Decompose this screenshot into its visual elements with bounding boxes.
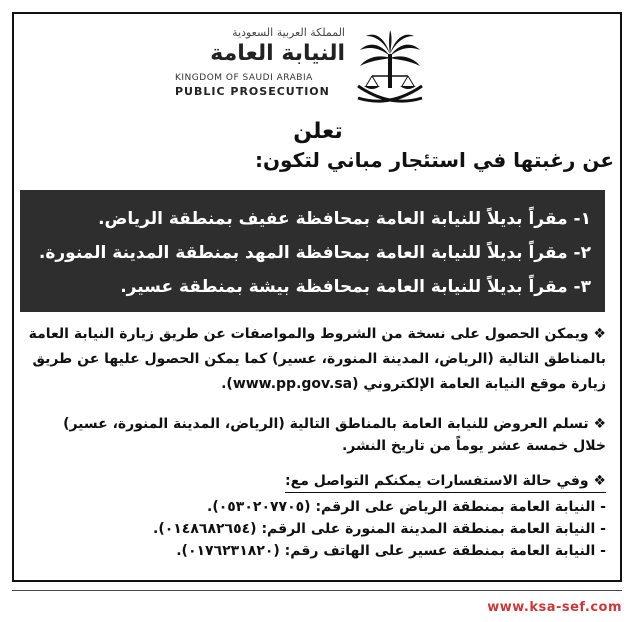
announcement-title: تعلن (293, 119, 343, 144)
list-item: ٢- مقراً بديلاً للنيابة العامة بمحافظة المهد بمنطقة المدينة المنورة. (38, 243, 591, 263)
contacts-heading (46, 470, 606, 493)
list-item: ١- مقراً بديلاً للنيابة العامة بمحافظة عفيف بمنطقة الرياض. (98, 209, 591, 229)
kingdom-arabic: المملكة العربية السعودية (232, 26, 345, 39)
org-arabic: النيابة العامة (210, 41, 345, 66)
kingdom-english: KINGDOM OF SAUDI ARABIA (175, 73, 313, 83)
announcement-subtitle: عن رغبتها في استئجار مباني لتكون: (254, 148, 614, 172)
website-watermark: www.ksa-sef.com (487, 600, 622, 615)
submission-paragraph: ❖ تسلم العروض للنيابة العامة بالمناطق التالية (الرياض، المدينة المنورة، عسير) خلال خمسة عشر يوماً من تاريخ النشر. (63, 416, 606, 454)
list-item: ٣- مقراً بديلاً للنيابة العامة بمحافظة بيشة بمنطقة عسير. (120, 277, 591, 297)
contact-line: - النيابة العامة بمنطقة الرياض على الرقم: (٠٥٣٠٢٠٧٧٠٥). (207, 499, 606, 515)
header (0, 18, 636, 118)
items-box (20, 190, 605, 312)
contact-line: - النيابة العامة بمنطقة المدينة المنورة على الرقم: (٠١٤٨٦٨٢٦٥٤). (153, 521, 606, 537)
conditions-paragraph: ❖ ويمكن الحصول على نسخة من الشروط والمواصفات عن طريق زيارة النيابة العامة بالمناطق التالية (الرياض، المدينة المنورة، عسير) كما يمكن الحصول عليها عن طريق زيارة موقع النيابة العامة الإلكتروني (www.pp.gov.sa). (28, 326, 606, 392)
contact-line: - النيابة العامة بمنطقة عسير على الهاتف رقم: (٠١٧٦٢٣١٨٢٠). (176, 543, 606, 559)
org-name-block (175, 26, 345, 100)
contacts-list (26, 496, 606, 562)
footer-divider (12, 590, 622, 591)
contacts-heading-text: ❖ وفي حالة الاستفسارات يمكنكم التواصل مع: (285, 470, 606, 493)
org-english: PUBLIC PROSECUTION (175, 85, 330, 98)
saudi-emblem-icon (350, 28, 430, 118)
